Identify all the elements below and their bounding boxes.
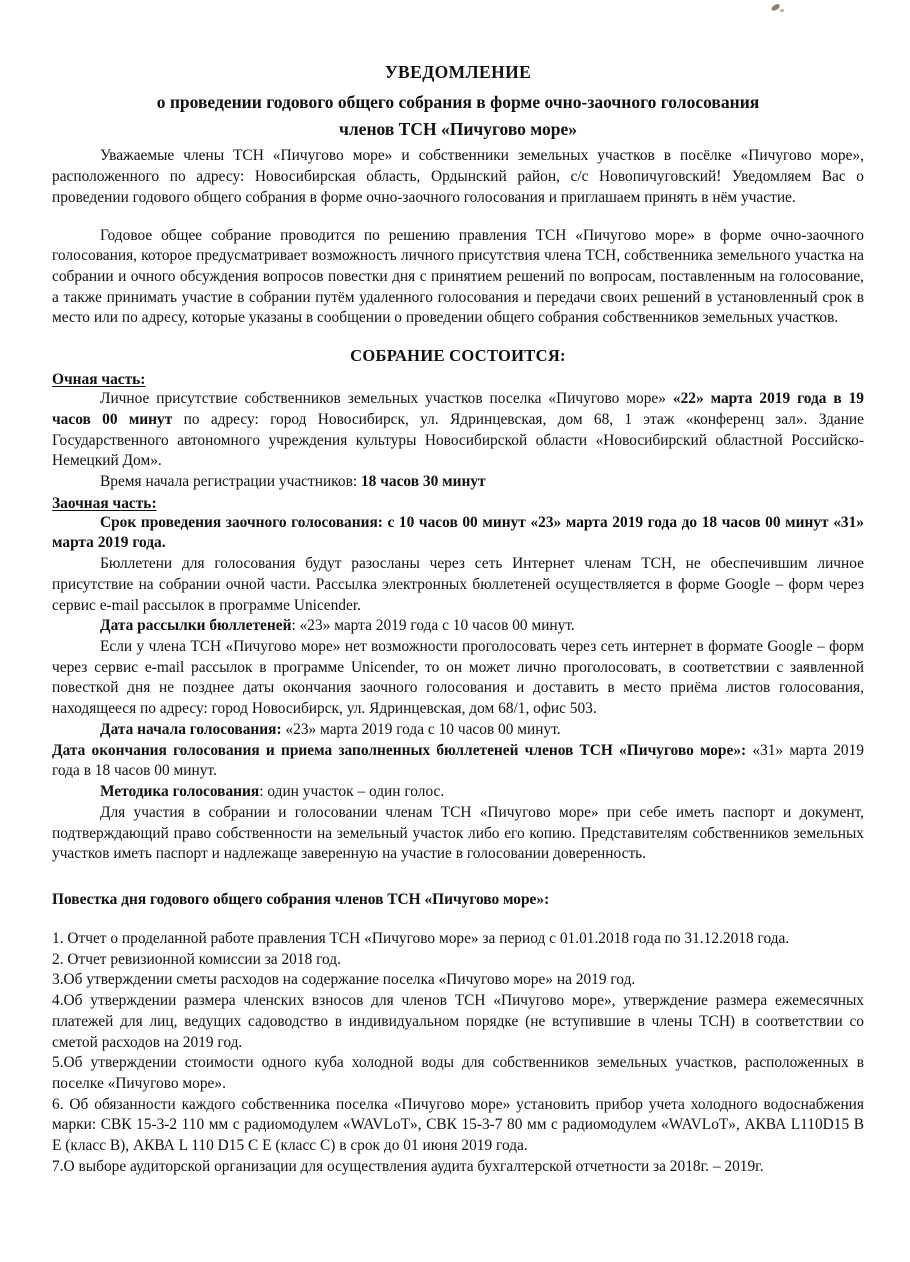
voting-method-value: : один участок – один голос. xyxy=(259,783,445,801)
absentee-period-paragraph xyxy=(52,513,864,554)
voting-start-date-value: «23» марта 2019 года с 10 часов 00 минут. xyxy=(281,720,561,738)
mailing-date-paragraph xyxy=(52,616,864,637)
list-item: 2. Отчет ревизионной комиссии за 2018 год. xyxy=(52,950,341,968)
intro-paragraph: Уважаемые члены ТСН «Пичугово море» и собственники земельных участков в посёлке «Пичугово море», расположенного по адресу: Новосибирская область, Ордынский район, с/с Новопичуговский! Уведомляем Вас о проведении годового общего собрания в форме очно-заочного голосования и приглашаем принять в нём участие. xyxy=(52,147,864,206)
attendance-prefix-text: Личное присутствие собственников земельных участков поселка «Пичугово море» xyxy=(100,390,673,408)
ballots-distribution-paragraph: Бюллетени для голосования будут разосланы через сеть Интернет членам ТСН, не обеспечившим личное присутствие на собрании очной части. Рассылка электронных бюллетеней осуществляется в форме Google – форм через сервис e-mail рассылок в программе Unicender. xyxy=(52,555,864,614)
voting-start-date-label: Дата начала голосования: xyxy=(100,720,282,738)
resolution-paragraph: Годовое общее собрание проводится по решению правления ТСН «Пичугово море» в форме очно-заочного голосования, которое предусматривает возможность личного присутствия члена ТСН, собственника земельного участка на собрании и очного обсуждения вопросов повестки дня с принятием решений по вопросам, поставленным на голосование, а также принимать участие в собрании путём удаленного голосования и передачи своих решений в установленный срок в место или по адресу, которые указаны в сообщении о проведении общего собрания собственников земельных участков. xyxy=(52,226,864,327)
list-item: 1. Отчет о проделанной работе правления ТСН «Пичугово море» за период с 01.01.2018 года по 31.12.2018 года. xyxy=(52,929,790,947)
voting-method-label: Методика голосования xyxy=(100,783,260,801)
document-body xyxy=(52,62,864,1178)
absentee-part-heading: Заочная часть: xyxy=(52,494,157,512)
list-item: 5.Об утверждении стоимости одного куба холодной воды для собственников земельных участков, расположенных в поселке «Пичугово море». xyxy=(52,1054,864,1092)
mailing-date-value: : «23» марта 2019 года с 10 часов 00 минут. xyxy=(291,617,575,635)
mailing-date-label: Дата рассылки бюллетеней xyxy=(100,617,292,635)
scan-artifact-speck xyxy=(780,9,784,12)
list-item: 7.О выборе аудиторской организации для осуществления аудита бухгалтерской отчетности за 2018г. – 2019г. xyxy=(52,1157,764,1175)
voting-start-date-paragraph xyxy=(52,720,864,741)
agenda-list xyxy=(52,929,864,1178)
required-documents-paragraph: Для участия в собрании и голосовании членам ТСН «Пичугово море» при себе иметь паспорт и документ, подтверждающий право собственности на земельный участок либо его копию. Представителям собственников земельных участков иметь паспорт и надлежаще заверенную на участие в голосовании доверенность. xyxy=(52,803,864,863)
absentee-period-text: Срок проведения заочного голосования: с 10 часов 00 минут «23» марта 2019 года до 18 часов 00 минут «31» марта 2019 года. xyxy=(52,513,864,552)
attendance-suffix-text: по адресу: город Новосибирск, ул. Ядринцевская, дом 68, 1 этаж «конференц зал». Здание Государственного автономного учреждения культуры Новосибирской области «Новосибирский областной Российско-Немецкий Дом». xyxy=(52,410,864,470)
voting-end-date-value: «31» марта 2019 года в 18 часов 00 минут. xyxy=(52,741,864,780)
voting-method-paragraph xyxy=(52,782,864,803)
list-item: 3.Об утверждении сметы расходов на содержание поселка «Пичугово море» на 2019 год. xyxy=(52,971,636,989)
list-item: 6. Об обязанности каждого собственника поселка «Пичугово море» установить прибор учета холодного водоснабжения марки: СВК 15-3-2 110 мм с радиомодулем «WAVLoT», СВК 15-3-7 80 мм с радиомодулем «WAVLoT», АКВА L110D15 В Е (класс В), АКВА L 110 D15 С Е (класс С) в срок до 01 июня 2019 года. xyxy=(52,1095,864,1155)
attendance-datetime-bold: «22» марта 2019 года в 19 часов 00 минут xyxy=(52,390,864,428)
voting-end-date-label: Дата окончания голосования и приема заполненных бюллетеней членов ТСН «Пичугово море»: xyxy=(52,741,747,759)
document-subtitle-line-2: членов ТСН «Пичугово море» xyxy=(338,119,577,140)
list-item: 4.Об утверждении размера членских взносов для членов ТСН «Пичугово море», утверждение размера ежемесячных платежей для лиц, ведущих садоводство в индивидуальном порядке (не вступившие в члены ТСН) в соответствии со сметой расходов на 2019 год. xyxy=(52,992,864,1051)
in-person-attendance-paragraph xyxy=(52,389,864,472)
no-internet-voting-paragraph: Если у члена ТСН «Пичугово море» нет возможности проголосовать через сеть интернет в формате Google – форм через сервис e-mail рассылок в программе Unicender, то он может лично проголосовать, в соответствии с заявленной повесткой дня не позднее даты окончания заочного голосования и доставить в место приёма листов голосования, находящееся по адресу: город Новосибирск, ул. Ядринцевская, дом 68/1, офис 503. xyxy=(52,638,864,718)
registration-time-paragraph xyxy=(52,472,864,493)
voting-end-date-paragraph xyxy=(52,741,864,782)
agenda-heading: Повестка дня годового общего собрания членов ТСН «Пичугово море»: xyxy=(52,890,550,908)
registration-time-value: 18 часов 30 минут xyxy=(360,473,486,490)
in-person-part-heading: Очная часть: xyxy=(52,371,146,389)
registration-label: Время начала регистрации участников: xyxy=(100,473,361,490)
meeting-section-heading: СОБРАНИЕ СОСТОИТСЯ: xyxy=(350,346,566,366)
document-subtitle-line-1: о проведении годового общего собрания в форме очно-заочного голосования xyxy=(156,92,760,112)
page-title: УВЕДОМЛЕНИЕ xyxy=(384,62,532,82)
